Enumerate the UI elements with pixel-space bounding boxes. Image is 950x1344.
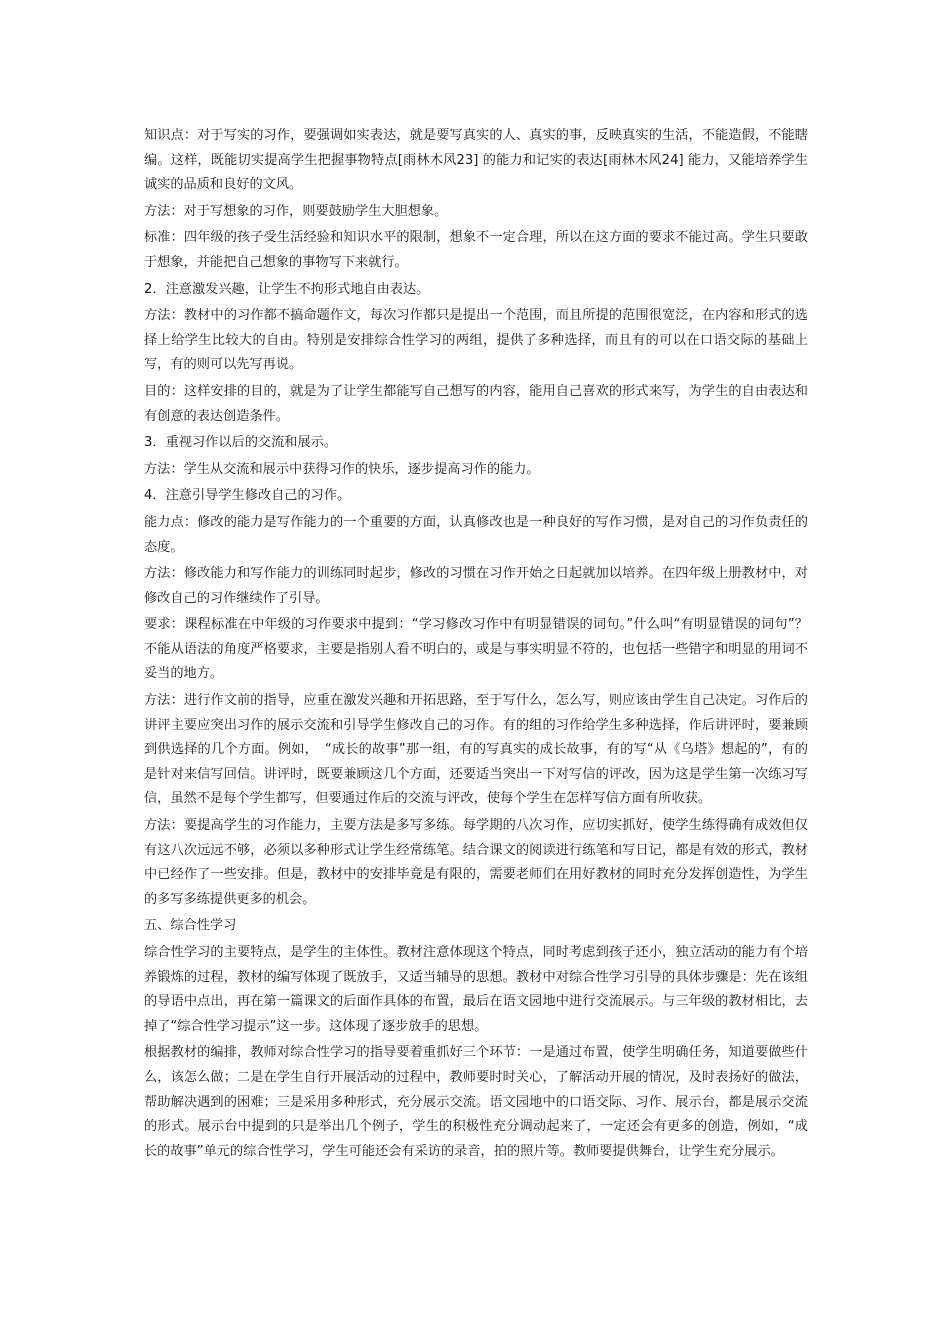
paragraph-heading-4: 4．注意引导学生修改自己的习作。 bbox=[144, 488, 351, 504]
paragraph-heading-3: 3．重视习作以后的交流和展示。 bbox=[144, 435, 338, 451]
paragraph-method-guidance: 方法：进行作文前的指导，应重在激发兴趣和开拓思路，至于写什么，怎么写，则应该由学生自己决定。习作后的讲评主要应突出习作的展示交流和引导学生修改自己的习作。有的组的习作给学生多种选择，作后讲评时，要兼顾到供选择的几个方面。例如， “成长的故事”那一组，有的写真实的成长故事，有的写“从《乌塔》想起的”，有的是针对来信写回信。讲评时，既要兼顾这几个方面，还要适当突出一下对写信的评改，因为这是学生第一次练习写信，虽然不是每个学生都写，但要通过作后的交流与评改，使每个学生在怎样写信方面有所收获。 bbox=[144, 693, 808, 807]
document-body bbox=[144, 124, 808, 1166]
paragraph-ability-point: 能力点：修改的能力是写作能力的一个重要的方面，认真修改也是一种良好的写作习惯，是对自己的习作负责任的态度。 bbox=[144, 514, 808, 555]
paragraph-requirement: 要求：课程标准在中年级的习作要求中提到：“学习修改习作中有明显错误的词句。”什么叫“有明显错误的词句”？不能从语法的角度严格要求，主要是指别人看不明白的，或是与事实明显不符的，也包括一些错字和明显的用词不妥当的地方。 bbox=[144, 617, 808, 682]
paragraph-comprehensive-learning: 综合性学习的主要特点，是学生的主体性。教材注意体现这个特点，同时考虑到孩子还小，独立活动的能力有个培养锻炼的过程，教材的编写体现了既放手，又适当辅导的思想。教材中对综合性学习引导的具体步骤是：先在该组的导语中点出，再在第一篇课文的后面作具体的布置，最后在语文园地中进行交流展示。与三年级的教材相比，去掉了“综合性学习提示”这一步。这体现了逐步放手的思想。 bbox=[144, 945, 808, 1034]
paragraph-method-practice: 方法：要提高学生的习作能力，主要方法是多写多练。每学期的八次习作，应切实抓好，使学生练得确有成效但仅有这八次远远不够，必须以多种形式让学生经常练笔。结合课文的阅读进行练笔和写日记，都是有效的形式，教材中已经作了一些安排。但是，教材中的安排毕竟是有限的，需要老师们在用好教材的同时充分发挥创造性，为学生的多写多练提供更多的机会。 bbox=[144, 818, 808, 907]
paragraph-method-exchange: 方法：学生从交流和展示中获得习作的快乐，逐步提高习作的能力。 bbox=[144, 461, 540, 477]
paragraph-method-imagination: 方法：对于写想象的习作，则要鼓励学生大胆想象。 bbox=[144, 203, 448, 219]
paragraph-method-revision: 方法：修改能力和写作能力的训练同时起步，修改的习惯在习作开始之日起就加以培养。在四年级上册教材中，对修改自己的习作继续作了引导。 bbox=[144, 566, 808, 606]
paragraph-section-heading-5: 五、综合性学习 bbox=[144, 918, 237, 934]
paragraph-heading-2: 2．注意激发兴趣，让学生不拘形式地自由表达。 bbox=[144, 281, 430, 297]
paragraph-teacher-guidance: 根据教材的编排，教师对综合性学习的指导要着重抓好三个环节：一是通过布置，使学生明确任务，知道要做些什么，该怎么做；二是在学生自行开展活动的过程中，教师要时时关心，了解活动开展的情况，及时表扬好的做法，帮助解决遇到的困难；三是采用多种形式，充分展示交流。语文园地中的口语交际、习作、展示台，都是展示交流的形式。展示台中提到的只是举出几个例子，学生的积极性充分调动起来了，一定还会有更多的创造，例如，“成长的故事”单元的综合性学习，学生可能还会有采访的录音，拍的照片等。教师要提供舞台，让学生充分展示。 bbox=[144, 1045, 808, 1159]
paragraph-knowledge-point: 知识点：对于写实的习作，要强调如实表达，就是要写真实的人、真实的事，反映真实的生活，不能造假，不能瞎编。这样，既能切实提高学生把握事物特点[雨林木风23] 的能力和记实的表达[雨林木风24] 能力，又能培养学生诚实的品质和良好的文风。 bbox=[144, 128, 808, 193]
paragraph-method-freedom: 方法：教材中的习作都不搞命题作文，每次习作都只是提出一个范围，而且所提的范围很宽泛，在内容和形式的选择上给学生比较大的自由。特别是安排综合性学习的两组，提供了多种选择，而且有的可以在口语交际的基础上写，有的则可以先写再说。 bbox=[144, 308, 808, 373]
paragraph-purpose: 目的：这样安排的目的，就是为了让学生都能写自己想写的内容，能用自己喜欢的形式来写，为学生的自由表达和有创意的表达创造条件。 bbox=[144, 383, 808, 424]
paragraph-standard: 标准：四年级的孩子受生活经验和知识水平的限制，想象不一定合理，所以在这方面的要求不能过高。学生只要敢于想象，并能把自己想象的事物写下来就行。 bbox=[144, 230, 808, 270]
